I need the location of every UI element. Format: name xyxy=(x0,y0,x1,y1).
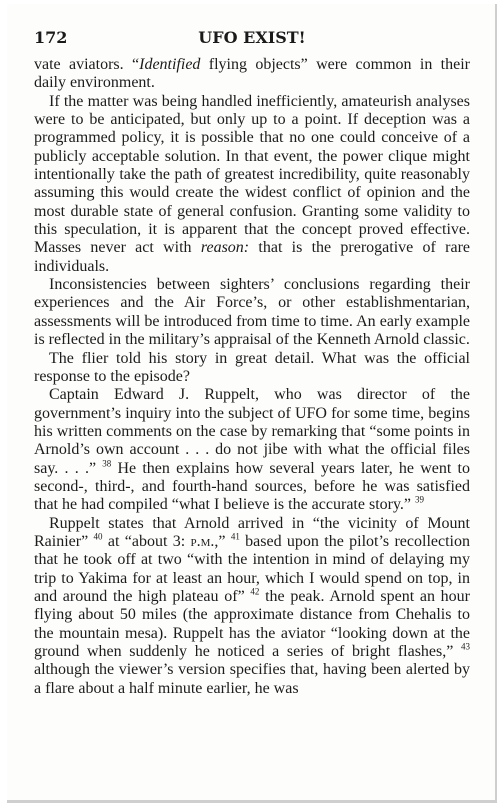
small-caps-text: p.m. xyxy=(190,532,215,550)
text-run: Inconsistencies between sighters’ conclusions regarding their experiences and the Air Force’s, or other establishmentarian, assessments will be introduced from time to time. An early example is reflected in the military’s appraisal of the Kenneth Arnold classic. xyxy=(34,276,470,349)
text-run: that is the prerogative of rare individuals. xyxy=(34,239,471,275)
text-run: If the matter was being handled inefficiently, amateurish analyses were to be anticipated, but only up to a point. If deception was a programmed policy, it is possible that no one could conceive of a publicly acceptable solution. In that event, the power clique might intentionally take the path of greatest incredibility, quite reasonably assuming this would create the widest conflict of opinion and the most durable state of general confusion. Granting some validity to this speculation, it is apparent that the concept proved effective. Masses never act with xyxy=(34,92,470,257)
text-run: He then explains how several years later, he went to second-, third-, and fourth-hand sources, before he was satisfied that he had compiled “what I believe is the accurate story.” xyxy=(34,459,471,514)
text-run: ,” xyxy=(214,532,231,550)
running-title: UFO EXIST! xyxy=(198,28,306,47)
paragraph xyxy=(34,93,470,276)
text-run: Captain Edward J. Ruppelt, who was director of the government’s inquiry into the subject of UFO for some time, begins his written comments on the case by remarking that “some points in Arnold’s own account . . . do not jibe with what the official files say. . . .” xyxy=(34,386,470,477)
paragraph xyxy=(34,350,470,387)
italic-text: reason: xyxy=(200,239,250,257)
text-run: the peak. Arnold spent an hour flying about 50 miles (the approximate distance from Chehalis to the mountain mesa). Ruppelt has the aviator “looking down at the ground when suddenly he noticed a series of bright flashes,” xyxy=(34,587,470,660)
italic-text: Identified xyxy=(139,56,201,73)
paragraph xyxy=(34,276,470,349)
page-number: 172 xyxy=(34,28,68,47)
text-run: based upon the pilot’s recollection that he took off at two “with the intention in mind of delaying my trip to Yakima for at least an hour, which I would spend on top, in and around the high plateau of” xyxy=(34,532,470,605)
footnote-ref: 40 xyxy=(93,531,103,542)
text-run: at “about 3: xyxy=(102,532,191,550)
footnote-ref: 42 xyxy=(250,586,260,597)
text-run: Ruppelt states that Arnold arrived in “the vicinity of Mount Rainier” xyxy=(34,514,470,550)
book-page xyxy=(7,4,497,803)
text-run: flying objects” were common in their daily environment. xyxy=(34,56,471,92)
page-header xyxy=(34,28,470,54)
footnote-ref: 41 xyxy=(230,531,240,542)
footnote-ref: 43 xyxy=(461,641,470,652)
footnote-ref: 38 xyxy=(102,458,112,469)
text-run: vate aviators. “ xyxy=(34,56,140,73)
body-text xyxy=(34,56,470,698)
text-run: although the viewer’s version specifies that, having been alerted by a flare about a half minute earlier, he was xyxy=(34,661,470,697)
paragraph xyxy=(34,515,470,698)
paragraph xyxy=(34,386,470,514)
paragraph xyxy=(34,56,470,93)
text-run: The flier told his story in great detail. What was the official response to the episode? xyxy=(34,349,470,385)
footnote-ref: 39 xyxy=(415,494,425,505)
